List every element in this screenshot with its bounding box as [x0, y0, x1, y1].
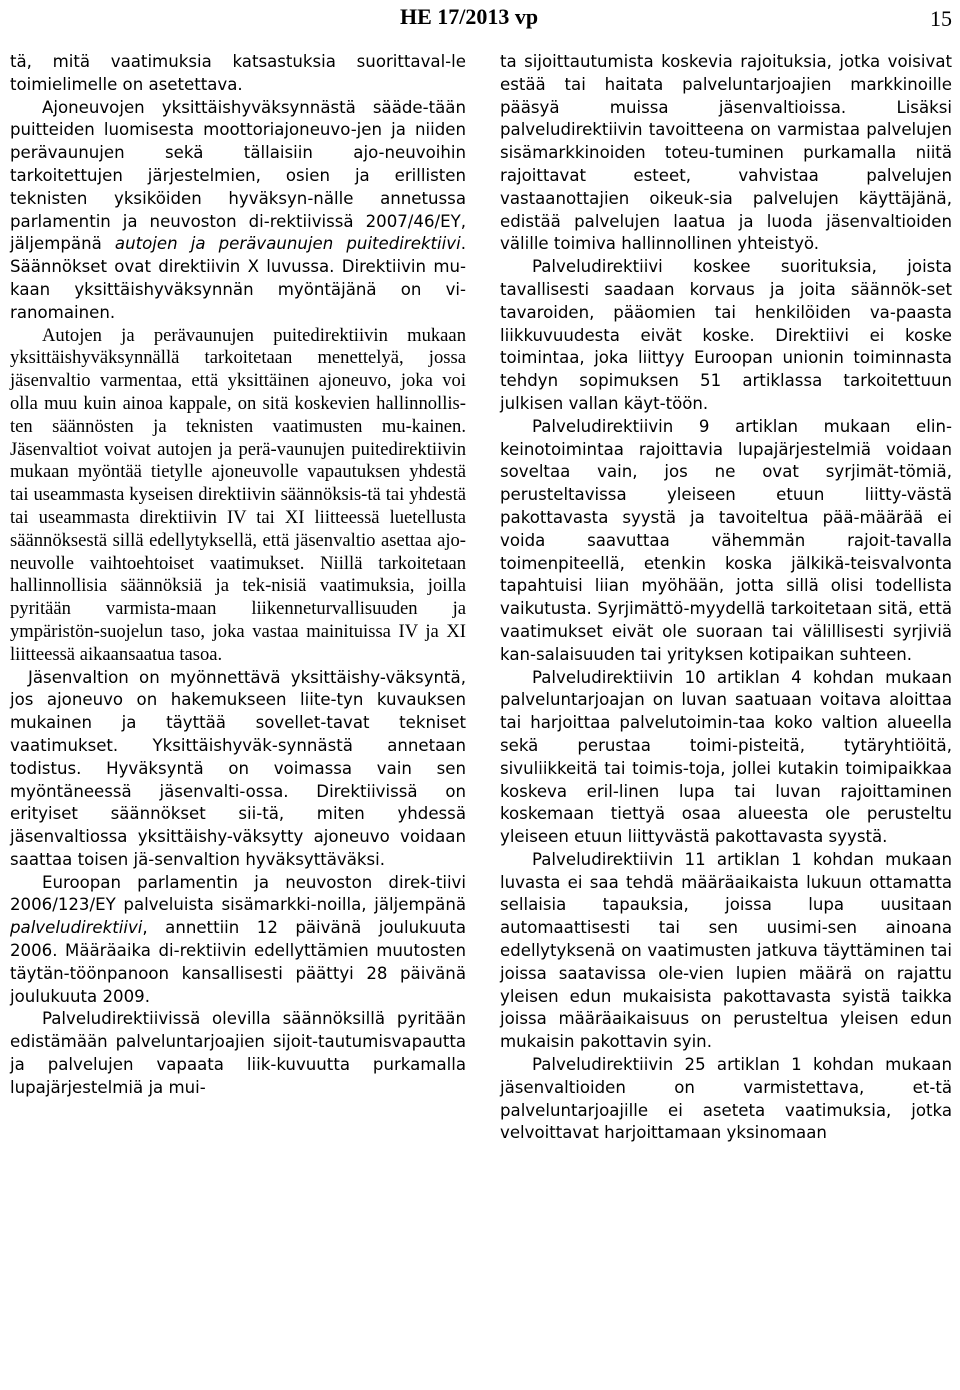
paragraph-text: ta sijoittautumista koskevia rajoituksia, jotka voisivat estää tai haitata palveluntarjoajien markkinoille pääsyä muissa jäsenvaltioissa. Lisäksi palveludirektiivin tavoitteena on varmistaa palvelujen sisämarkkinoiden toteu-tuminen purkamalla niitä rajoittavat esteet, vahvistaa palvelujen vastaanottajien oikeuk-sia palvelujen käyttäjänä, edistää palvelujen laatua ja luoda jäsenvaltioiden välille toimiva hallinnollinen yhteistyö. [500, 52, 952, 254]
paragraph [500, 51, 952, 256]
paragraph-text: Jäsenvaltion on myönnettävä yksittäishy-väksyntä, jos ajoneuvo on hakemukseen liite-tyn kuvauksen mukainen ja täyttää sovellet-tavat tekniset vaatimukset. Yksittäishyväk-synnästä annetaan todistus. Hyväksyntä on voimassa vain sen myöntäneessä jäsenvalti-ossa. Direktiivissä on erityiset säännökset sii-tä, miten yhdessä jäsenvaltiossa yksittäishy-väksytty ajoneuvo voidaan saattaa toisen jä-senvaltion hyväksyttäväksi. [10, 667, 466, 869]
paragraph [500, 1054, 952, 1145]
right-column [500, 51, 952, 1145]
paragraph-text: Palveludirektiivin 9 artiklan mukaan elin-keinotoimintaa rajoittavia lupajärjestelmiä voidaan soveltaa vain, jos ne ovat syrjimät-tömiä, perusteltavissa yleiseen etuun liitty-västä pakottavasta syystä ja tavoiteltua pää-määrää ei voida saavuttaa vähemmän rajoit-tavalla toimenpiteellä, etenkin koska jälkikä-teisvalvonta tapahtuisi liian myöhään, jotta sillä olisi todellista vaikutusta. Syrjimättö-myydellä tarkoitetaan sitä, että vaatimukset eivät ole suoraan tai välillisesti syrjiviä kan-salaisuuden tai yrityksen kotipaikan suhteen. [500, 416, 952, 664]
left-column [10, 51, 466, 1100]
paragraph [500, 849, 952, 1054]
paragraph-text: tä, mitä vaatimuksia katsastuksia suorittaval-le toimielimelle on asetettava. [10, 52, 466, 94]
paragraph [10, 872, 466, 1009]
paragraph-text: Ajoneuvojen yksittäishyväksynnästä sääde-tään puitteiden luomisesta moottoriajoneuvo-jen ja niiden perävaunujen sekä tällaisiin ajo-neuvoihin tarkoitettujen järjestelmien, osien ja erillisten teknisten yksiköiden hyväksyn-nälle annetussa parlamentin ja neuvoston di-rektiivissä 2007/46/EY, jäljempänä [10, 97, 466, 254]
italic-term: autojen ja perävaunujen puitedirektiivi [114, 234, 461, 254]
italic-term: palveludirektiivi [10, 918, 143, 938]
paragraph-text: Palveludirektiivissä olevilla säännöksillä pyritään edistämään palveluntarjoajien sijoit-tautumisvapautta ja palvelujen vapaata liik-kuvuutta purkamalla lupajärjestelmiä ja mui- [10, 1009, 466, 1097]
paragraph [500, 256, 952, 416]
page-header [0, 4, 960, 32]
paragraph-text: Palveludirektiivi koskee suorituksia, joista tavallisesti saadaan korvaus ja joita säännök-set tavaroiden, pääomien tai henkilöiden va-paasta liikkuvuudesta eivät koske. Direktiivi ei koske toimintaa, joka liittyy Euroopan unionin toiminnasta tehdyn sopimuksen 51 artiklassa tarkoitettuun julkisen vallan käyt-töön. [500, 257, 952, 413]
paragraph-text: . Säännökset ovat direktiivin X luvussa. Direktiivin mu-kaan yksittäishyväksynnän myöntäjänä on vi-ranomainen. [10, 234, 466, 322]
paragraph [10, 325, 466, 667]
paragraph [10, 667, 466, 872]
document-title: HE 17/2013 vp [400, 4, 539, 29]
page-number: 15 [930, 6, 952, 31]
paragraph-text: Autojen ja perävaunujen puitedirektiivin mukaan yksittäishyväksynnällä tarkoitetaan menettelyä, jossa jäsenvaltio varmentaa, että yksittäinen ajoneuvo, joka voi olla muu kuin ainoa kappale, on sitä koskevien hallinnollis-ten säännösten ja teknisten vaatimusten mu-kainen. Jäsenvaltiot voivat autojen ja perä-vaunujen puitedirektiivin mukaan myöntää tietylle ajoneuvolle vapautuksen yhdestä tai useammasta kyseisen direktiivin säännöksis-tä tai yhdestä tai useammasta direktiivin IV tai XI liitteessä luetellusta säännöksestä sillä edellytyksellä, että jäsenvaltio asettaa ajo-neuvolle vaihtoehtoiset vaatimukset. Niillä tarkoitetaan hallinnollisia säännöksiä ja tek-nisiä vaatimuksia, joilla pyritään varmista-maan liikenneturvallisuuden ja ympäristön-suojelun taso, joka vastaa mainituissa IV ja XI liitteessä aikaansaatua tasoa. [10, 324, 466, 665]
paragraph [10, 1008, 466, 1099]
paragraph-text: Palveludirektiivin 11 artiklan 1 kohdan mukaan luvasta ei saa tehdä määräaikaista lukuun ottamatta sellaisia tapauksia, joissa lupa uusitaan automaattisesti tai sen uusimi-sen ainoana edellytyksenä on vaatimusten jatkuva täyttäminen tai joissa saatavissa ole-vien lupien määrä on rajattu yleisen edun mukaisista pakottavasta syistä taikka joissa määräaikaisuus on perusteltua yleisen edun mukaisin pakottavin syin. [500, 849, 952, 1052]
paragraph [10, 51, 466, 97]
paragraph [500, 416, 952, 667]
paragraph-text: , annettiin 12 päivänä joulukuuta 2006. Määräaika di-rektiivin edellyttämien muutosten täytän-töönpanoon kansallisesti päättyi 28 päivänä joulukuuta 2009. [10, 918, 466, 1006]
paragraph-text: Palveludirektiivin 25 artiklan 1 kohdan mukaan jäsenvaltioiden on varmistettava, et-tä palveluntarjoajille ei aseteta vaatimuksia, jotka velvoittavat harjoittamaan yksinomaan [500, 1055, 952, 1143]
paragraph [10, 97, 466, 325]
paragraph-text: Euroopan parlamentin ja neuvoston direk-tiivi 2006/123/EY palveluista sisämarkki-noilla, jäljempänä [10, 872, 466, 915]
paragraph-text: Palveludirektiivin 10 artiklan 4 kohdan mukaan palveluntarjoajan on luvan saatuaan voitava aloittaa tai harjoittaa palvelutoimin-taa koko valtion alueella sekä perustaa toimi-pisteitä, tytäryhtiöitä, sivuliikkeitä tai toimis-toja, jollei kutakin toimipaikkaa koskeva eril-linen lupa tai luvan rajoittaminen koskemaan tiettyä osaa alueesta ole perusteltu yleiseen etuun liittyvästä pakottavasta syystä. [500, 667, 952, 847]
paragraph [500, 667, 952, 849]
